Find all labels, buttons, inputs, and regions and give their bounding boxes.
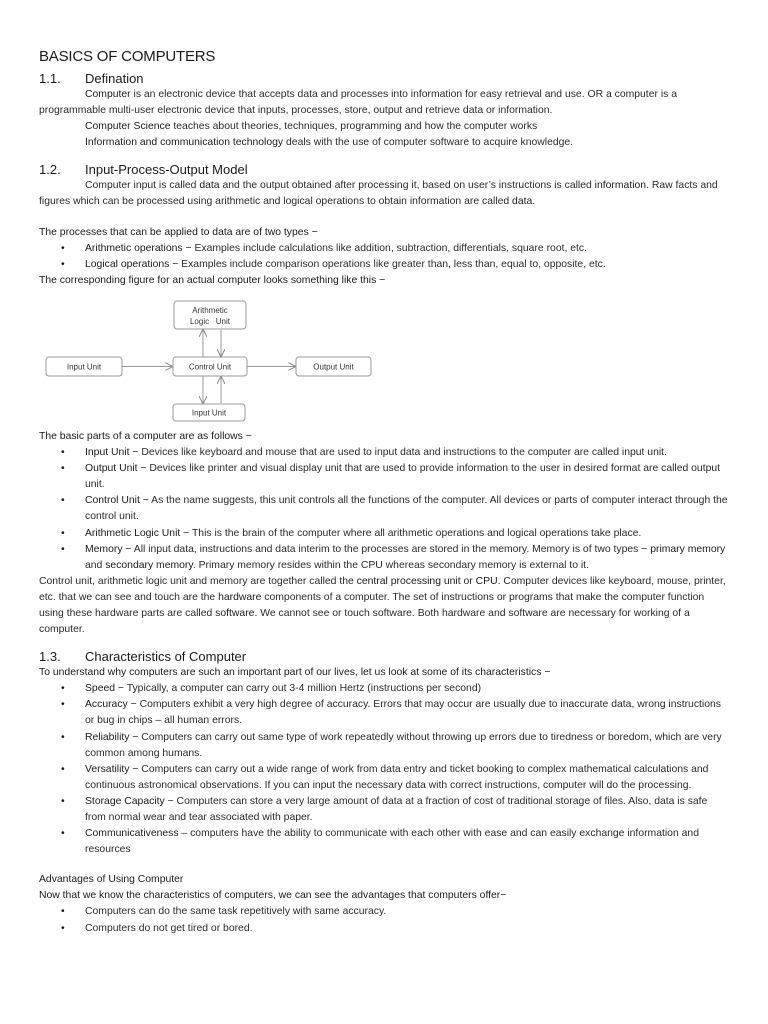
list-item xyxy=(39,526,729,542)
bullet: • xyxy=(61,922,65,934)
section-title: Input-Process-Output Model xyxy=(85,162,248,178)
term: Memory xyxy=(85,543,123,555)
text: or xyxy=(460,575,476,587)
input-unit-label: Input Unit xyxy=(66,362,102,372)
bullet: • xyxy=(61,763,65,775)
term: Reliability xyxy=(85,731,130,743)
term: Information and communication technology xyxy=(85,137,284,149)
text: − Computers can carry out a wide range of work from data entry and ticket booking to complex mathematical calculations and continuous astronomical observations. If you can input the necessary data with correct instructions, computer will do the processing. xyxy=(85,763,709,791)
text: − Examples include comparison operations like greater than, less than, equal to, opposite, etc. xyxy=(169,258,606,270)
term: Output Unit xyxy=(85,463,138,475)
computer-parts-list xyxy=(39,445,729,574)
list-item xyxy=(39,730,729,762)
term: Arithmetic Logic Unit xyxy=(85,527,181,539)
text: − Typically, a computer can carry out 3-4 million Hertz (instructions per second) xyxy=(115,683,482,695)
list-item xyxy=(39,794,729,826)
list-item xyxy=(39,681,729,697)
text: and the output obtained after processing it, based on user’s instructions is called xyxy=(219,180,595,192)
bullet: • xyxy=(61,683,65,695)
term: CPU xyxy=(475,575,498,587)
characteristics-list xyxy=(39,681,729,858)
list-item xyxy=(39,461,729,493)
text: teaches about theories, techniques, programming and how the computer works xyxy=(170,121,538,133)
bullet: • xyxy=(61,447,65,459)
advantages-list xyxy=(39,904,729,936)
term: Arithmetic operations xyxy=(85,242,183,254)
term: Communicativeness xyxy=(85,828,179,840)
section-title: Defination xyxy=(85,71,144,86)
bullet: • xyxy=(61,828,65,840)
alu-label-2: Logic Unit xyxy=(189,316,231,326)
bullet: • xyxy=(61,527,65,539)
text: − As the name suggests, this unit controls all the functions of the computer. All devices or parts of computer interact through the control unit. xyxy=(85,495,728,523)
list-item xyxy=(39,445,729,461)
term: Control Unit xyxy=(85,495,140,507)
text: components of a computer. The set of instructions or programs that make the computer function using these hardware parts are called xyxy=(39,591,705,619)
bullet: • xyxy=(61,699,65,711)
text: . Computer devices like keyboard, mouse, printer, etc. that we can see and touch are the xyxy=(39,575,726,603)
list-item xyxy=(39,826,729,858)
text: − Examples include calculations like addition, subtraction, differentials, square root, etc. xyxy=(182,242,588,254)
bottom-unit-label: Input Unit xyxy=(191,408,227,418)
text: . xyxy=(532,196,536,208)
control-unit-label: Control Unit xyxy=(188,362,232,372)
section-title: Characteristics of Computer xyxy=(85,649,247,665)
document-title: BASICS OF COMPUTERS xyxy=(39,48,216,65)
bullet: • xyxy=(61,906,65,918)
term: Computer xyxy=(85,89,131,100)
text: and xyxy=(85,559,106,571)
term: Speed xyxy=(85,683,116,695)
bullet: • xyxy=(61,731,65,743)
term: secondary memory xyxy=(105,559,193,571)
text: is an electronic device that accepts data and processes into information for easy retrieval and use. OR a computer is a programmable multi-user electronic device that inputs, processes, store, output and retrieve data or information. xyxy=(39,89,677,117)
section-number: 1.3. xyxy=(39,649,61,665)
text: Computer input is called xyxy=(85,180,200,192)
term: primary memory xyxy=(650,543,726,555)
definition-paragraph xyxy=(39,87,729,119)
list-item xyxy=(39,241,729,257)
list-item xyxy=(39,904,729,920)
term: information xyxy=(594,180,647,192)
section-1-3-heading xyxy=(39,648,729,665)
section-number: 1.1. xyxy=(39,71,61,86)
list-item xyxy=(39,257,729,273)
text: − Devices like printer and visual display unit that are used to provide information to the user in desired format are called output unit. xyxy=(85,463,721,491)
text: Computers do not get tired or bored. xyxy=(85,922,253,934)
text: − This is the brain of the computer where all arithmetic operations and logical operations take place. xyxy=(180,527,642,539)
list-item xyxy=(39,542,729,574)
term: hardware xyxy=(218,591,262,603)
bullet: • xyxy=(61,258,65,270)
term: Versatility xyxy=(85,763,130,775)
list-item xyxy=(39,493,729,525)
document-page xyxy=(39,48,729,937)
term: Accuracy xyxy=(85,699,128,711)
term: Input Unit xyxy=(85,447,130,459)
output-unit-label: Output Unit xyxy=(313,362,354,372)
process-types-list xyxy=(39,241,729,273)
types-intro: The processes that can be applied to data are of two types − xyxy=(39,226,318,238)
term: Logical operations xyxy=(85,258,170,270)
text: − Computers can store a very large amount of data at a fraction of cost of traditional storage of files. Also, data is safe from normal wear and tear associated with paper. xyxy=(85,795,708,823)
text: − Devices like keyboard and mouse that are used to input data and instructions to the computer are called input unit. xyxy=(129,447,667,459)
list-item xyxy=(39,762,729,794)
text: Computers can do the same task repetitively with same accuracy. xyxy=(85,906,387,918)
term: software xyxy=(215,607,255,619)
advantages-intro: Now that we know the characteristics of computers, we can see the advantages that computers offer− xyxy=(39,890,507,902)
term: Computer Science xyxy=(85,121,171,133)
term: data xyxy=(512,196,533,208)
term: data xyxy=(199,180,220,192)
section-1-2-heading xyxy=(39,161,729,178)
cs-paragraph xyxy=(39,119,729,135)
section-number: 1.2. xyxy=(39,162,61,178)
bullet: • xyxy=(61,795,65,807)
text: − Computers can carry out same type of work repeatedly without throwing up errors due to tiredness or boredom, which are very common among humans. xyxy=(85,731,722,759)
term: central processing unit xyxy=(356,575,461,587)
text: Control unit, arithmetic logic unit and memory are together called the xyxy=(39,575,357,587)
parts-intro: The basic parts of a computer are as follows − xyxy=(39,430,252,442)
bullet: • xyxy=(61,463,65,475)
bullet: • xyxy=(61,495,65,507)
text: deals with the use of computer software to acquire knowledge. xyxy=(283,137,574,149)
ipo-diagram-svg xyxy=(39,293,729,423)
bullet: • xyxy=(61,242,65,254)
cpu-paragraph xyxy=(39,574,729,638)
text: . Raw facts and figures which can be processed using arithmetic and logical operations to obtain information are called xyxy=(39,180,718,208)
list-item xyxy=(39,697,729,729)
text: . Primary memory resides within the CPU whereas secondary memory is external to it. xyxy=(192,559,589,571)
section-1-1-heading xyxy=(39,70,729,87)
ipo-paragraph xyxy=(39,178,729,210)
alu-label-1: Arithmetic xyxy=(192,305,228,315)
term: Storage Capacity xyxy=(85,795,165,807)
ipo-diagram xyxy=(39,293,729,423)
advantages-heading: Advantages of Using Computer xyxy=(39,874,184,886)
text: − Computers exhibit a very high degree of accuracy. Errors that may occur are usually due to inaccurate data, wrong instructions or bug in chips – all human errors. xyxy=(85,699,721,727)
list-item xyxy=(39,921,729,937)
characteristics-intro: To understand why computers are such an important part of our lives, let us look at some of its characteristics − xyxy=(39,667,551,679)
bullet: • xyxy=(61,543,65,555)
text: – computers have the ability to communicate with each other with ease and can easily exchange information and resources xyxy=(85,828,699,856)
figure-intro: The corresponding figure for an actual computer looks something like this − xyxy=(39,274,386,286)
text: − All input data, instructions and data interim to the processes are stored in the memory. Memory is of two types − xyxy=(122,543,651,555)
text: . We cannot see or touch software. Both hardware and software are necessary for working of a computer. xyxy=(39,607,690,636)
ict-paragraph xyxy=(39,135,729,151)
